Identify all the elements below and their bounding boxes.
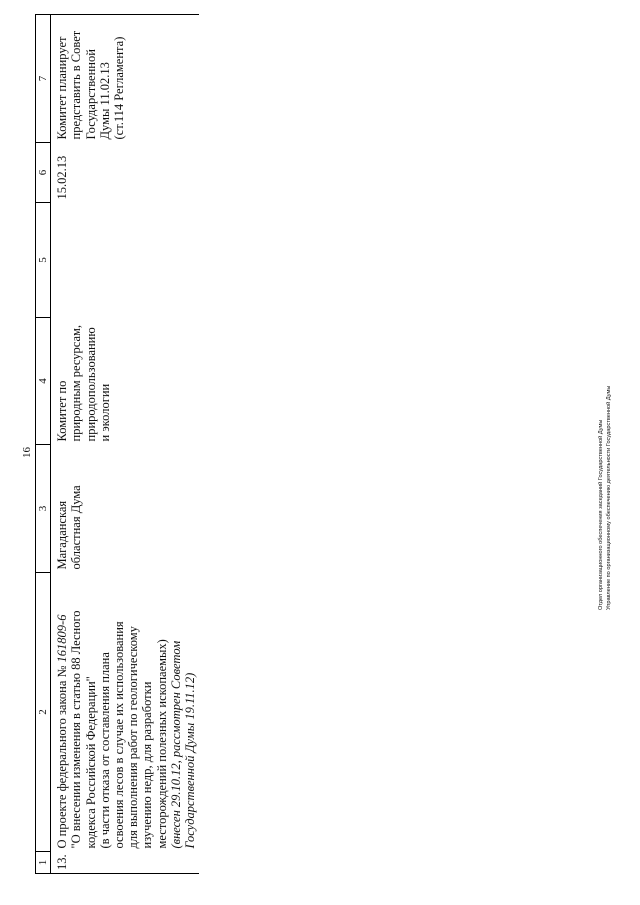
- description-line: О проекте федерального закона № 161809-6: [55, 614, 70, 849]
- date-cell: 15.02.13: [55, 155, 70, 200]
- description-line: (в части отказа от составления плана: [97, 652, 112, 849]
- column-header-4: 4: [36, 318, 51, 445]
- description-line: для выполнения работ по геологическому: [126, 626, 141, 849]
- column-header-3: 3: [36, 445, 51, 573]
- committee-line: Комитет по: [55, 380, 70, 442]
- column-header-2: 2: [36, 573, 51, 852]
- committee-line: природопользованию: [83, 327, 98, 442]
- column-5-cell: [51, 203, 200, 318]
- initiator-line: областная Дума: [69, 485, 84, 570]
- note-line: Думы 11.02.13: [97, 62, 112, 140]
- note-line: (ст.114 Регламента): [112, 36, 127, 140]
- column-header-6: 6: [36, 143, 51, 203]
- note-line: представить в Совет: [69, 30, 84, 140]
- history-line: Государственной Думы 19.11.12): [183, 672, 198, 849]
- column-header-7: 7: [36, 15, 51, 143]
- description-line: месторождений полезных ископаемых): [154, 639, 169, 849]
- committee-cell: [51, 318, 200, 445]
- note-cell: [51, 15, 200, 143]
- footer-directorate: Управление по организационному обеспечению деятельности Государственной Думы: [606, 385, 612, 610]
- committee-line: природным ресурсам,: [69, 324, 84, 442]
- history-line: (внесен 29.10.12, рассмотрен Советом: [168, 640, 183, 849]
- column-header-1: 1: [36, 852, 51, 874]
- page-number: 16: [21, 447, 33, 458]
- description-line: освоения лесов в случае их использования: [112, 621, 127, 849]
- note-line: Государственной: [83, 49, 98, 140]
- column-header-5: 5: [36, 203, 51, 318]
- initiator-line: Магаданская: [55, 500, 70, 570]
- footer-department: Отдел организационного обеспечения заседаний Государственной Думы: [598, 419, 604, 610]
- bill-number: 161809-6: [55, 614, 70, 663]
- row-number: 13.: [51, 852, 200, 874]
- note-line: Комитет планирует: [55, 36, 70, 140]
- description-line: изучению недр, для разработки: [140, 681, 155, 849]
- bill-description: [51, 573, 200, 852]
- description-line: кодекса Российской Федерации": [83, 676, 98, 849]
- table-row: [51, 15, 200, 874]
- committee-line: и экологии: [97, 383, 112, 442]
- header-row: [36, 15, 51, 874]
- description-line: "О внесении изменения в статью 88 Лесного: [69, 610, 84, 849]
- initiator-cell: [51, 445, 200, 573]
- bills-table: [35, 14, 199, 874]
